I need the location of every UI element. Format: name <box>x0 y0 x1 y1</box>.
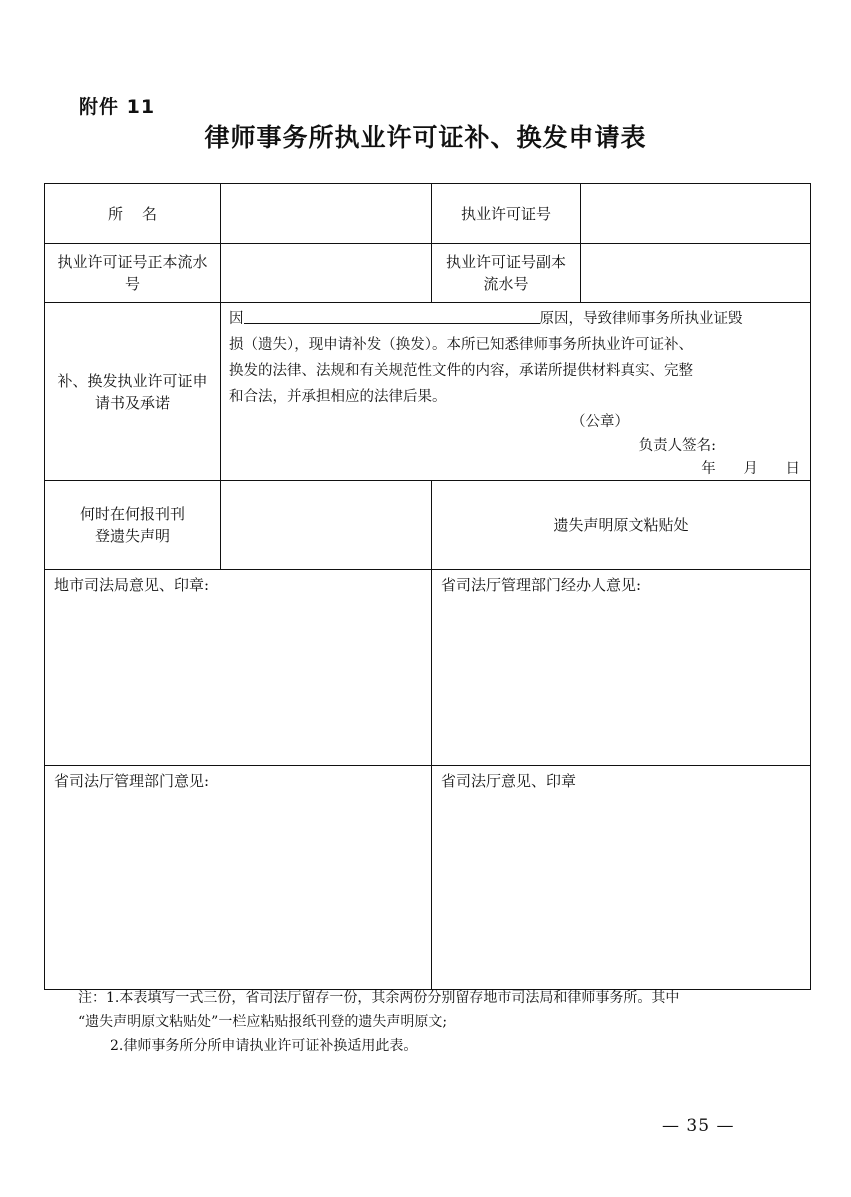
note-line-3: 2.律师事务所分所申请执业许可证补换适用此表。 <box>110 1038 418 1054</box>
application-pledge-text: 因 原因，导致律师事务所执业证毁 损（遗失），现申请补发（换发）。本所已知悉律师事务所执业许可证补、 换发的法律、法规和有关规范性文件的内容，承诺所提供材料真实、完整 和合法，并承担相应的法律后果。 （公章） 负责人签名: 年 月 日 <box>221 303 811 481</box>
copy-serial-field[interactable] <box>581 244 811 303</box>
attachment-label: 附件 11 <box>79 96 156 118</box>
dept-opinion-box[interactable]: 省司法厅管理部门意见: <box>45 766 432 990</box>
original-serial-field[interactable] <box>221 244 432 303</box>
license-number-field[interactable] <box>581 184 811 244</box>
opinion-row-1 <box>45 570 811 766</box>
provincial-opinion-box[interactable]: 省司法厅意见、印章 <box>432 766 811 990</box>
form-notes <box>78 986 778 1058</box>
date-label: 年 月 日 <box>701 461 800 477</box>
copy-serial-label: 执业许可证号副本流水号 <box>432 244 581 303</box>
signature-label: 负责人签名: <box>638 438 716 454</box>
application-row <box>45 303 811 481</box>
application-label: 补、换发执业许可证申请书及承诺 <box>45 303 221 481</box>
firm-name-field[interactable] <box>221 184 432 244</box>
publication-field[interactable] <box>221 481 432 570</box>
publication-row <box>45 481 811 570</box>
publication-label: 何时在何报刊刊登遗失声明 <box>45 481 221 570</box>
note-line-2: “遗失声明原文粘贴处”一栏应粘贴报纸刊登的遗失声明原文; <box>78 1014 448 1030</box>
license-number-label: 执业许可证号 <box>432 184 581 244</box>
city-bureau-opinion-box[interactable]: 地市司法局意见、印章: <box>45 570 432 766</box>
note-line-1: 注：1.本表填写一式三份，省司法厅留存一份，其余两份分别留存地市司法局和律师事务所。其中 <box>78 990 680 1006</box>
handler-opinion-box[interactable]: 省司法厅管理部门经办人意见: <box>432 570 811 766</box>
firm-name-label: 所 名 <box>45 184 221 244</box>
official-seal-label: （公章） <box>571 414 629 430</box>
firm-name-row <box>45 184 811 244</box>
paste-area-label: 遗失声明原文粘贴处 <box>432 481 811 570</box>
serial-row <box>45 244 811 303</box>
application-form-table <box>44 183 811 990</box>
opinion-row-2 <box>45 766 811 990</box>
reason-blank-line[interactable] <box>244 306 540 324</box>
form-title: 律师事务所执业许可证补、换发申请表 <box>204 123 647 152</box>
original-serial-label: 执业许可证号正本流水号 <box>45 244 221 303</box>
page-number: — 35 — <box>662 1116 735 1136</box>
